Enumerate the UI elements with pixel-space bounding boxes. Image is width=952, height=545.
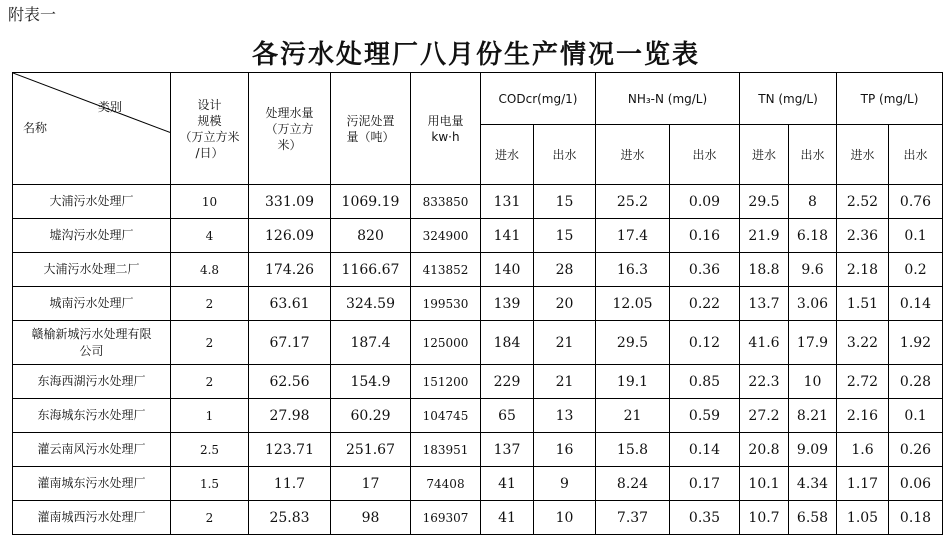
tp-outlet-cell: 0.06 — [889, 467, 943, 501]
treated-water-cell: 331.09 — [249, 185, 331, 219]
tp-outlet-cell: 0.2 — [889, 253, 943, 287]
sludge-cell: 820 — [331, 219, 411, 253]
cod-inlet-cell: 139 — [481, 287, 534, 321]
sludge-cell: 1166.67 — [331, 253, 411, 287]
tp-inlet-cell: 1.51 — [837, 287, 889, 321]
header-tp-inlet: 进水 — [837, 125, 889, 185]
sludge-cell: 17 — [331, 467, 411, 501]
plant-name-line-2: 公司 — [79, 343, 104, 358]
cod-inlet-cell: 184 — [481, 321, 534, 365]
nh3-inlet-cell: 8.24 — [596, 467, 670, 501]
cod-inlet-cell: 140 — [481, 253, 534, 287]
table-row — [13, 253, 943, 287]
treated-water-cell: 67.17 — [249, 321, 331, 365]
treated-water-cell: 174.26 — [249, 253, 331, 287]
nh3-inlet-cell: 15.8 — [596, 433, 670, 467]
treated-water-cell: 62.56 — [249, 365, 331, 399]
header-treated-water: 处理水量 （万立方 米） — [249, 73, 331, 185]
tn-inlet-cell: 10.7 — [740, 501, 789, 535]
design-scale-cell: 2 — [171, 321, 249, 365]
tn-inlet-cell: 41.6 — [740, 321, 789, 365]
tn-outlet-cell: 6.58 — [789, 501, 837, 535]
tn-outlet-cell: 17.9 — [789, 321, 837, 365]
plant-name-line-1: 赣榆新城污水处理有限 — [31, 326, 152, 341]
nh3-inlet-cell: 21 — [596, 399, 670, 433]
tn-outlet-cell: 10 — [789, 365, 837, 399]
design-scale-cell: 1 — [171, 399, 249, 433]
table-row — [13, 467, 943, 501]
treated-water-cell: 126.09 — [249, 219, 331, 253]
tn-outlet-cell: 8.21 — [789, 399, 837, 433]
production-table — [12, 72, 943, 535]
tn-inlet-cell: 21.9 — [740, 219, 789, 253]
design-scale-cell: 4.8 — [171, 253, 249, 287]
sludge-cell: 324.59 — [331, 287, 411, 321]
tn-outlet-cell: 3.06 — [789, 287, 837, 321]
treated-water-cell: 27.98 — [249, 399, 331, 433]
cod-outlet-cell: 10 — [534, 501, 596, 535]
nh3-outlet-cell: 0.14 — [670, 433, 740, 467]
header-power: 用电量 kw·h — [411, 73, 481, 185]
tp-inlet-cell: 2.36 — [837, 219, 889, 253]
tp-inlet-cell: 1.17 — [837, 467, 889, 501]
header-design-scale: 设计 规模 （万立方米 /日） — [171, 73, 249, 185]
tn-inlet-cell: 13.7 — [740, 287, 789, 321]
tn-inlet-cell: 29.5 — [740, 185, 789, 219]
nh3-outlet-cell: 0.17 — [670, 467, 740, 501]
tp-outlet-cell: 0.14 — [889, 287, 943, 321]
plant-name: 东海城东污水处理厂 — [13, 399, 171, 433]
nh3-outlet-cell: 0.85 — [670, 365, 740, 399]
cod-inlet-cell: 65 — [481, 399, 534, 433]
tp-inlet-cell: 2.16 — [837, 399, 889, 433]
table-row — [13, 321, 943, 365]
tp-inlet-cell: 2.52 — [837, 185, 889, 219]
sludge-cell: 187.4 — [331, 321, 411, 365]
header-nh3-outlet: 出水 — [670, 125, 740, 185]
header-tp: TP (mg/L) — [837, 73, 943, 125]
table-row — [13, 219, 943, 253]
nh3-outlet-cell: 0.35 — [670, 501, 740, 535]
sludge-cell: 60.29 — [331, 399, 411, 433]
cod-outlet-cell: 16 — [534, 433, 596, 467]
header-cod: CODcr(mg/1) — [481, 73, 596, 125]
tp-outlet-cell: 0.18 — [889, 501, 943, 535]
header-cod-outlet: 出水 — [534, 125, 596, 185]
plant-name: 大浦污水处理厂 — [13, 185, 171, 219]
header-nh3-inlet: 进水 — [596, 125, 670, 185]
nh3-outlet-cell: 0.22 — [670, 287, 740, 321]
cod-inlet-cell: 141 — [481, 219, 534, 253]
header-tp-outlet: 出水 — [889, 125, 943, 185]
nh3-inlet-cell: 16.3 — [596, 253, 670, 287]
header-nh3: NH₃-N (mg/L) — [596, 73, 740, 125]
nh3-inlet-cell: 25.2 — [596, 185, 670, 219]
diagonal-header-cell — [13, 73, 171, 185]
design-scale-cell: 4 — [171, 219, 249, 253]
tn-outlet-cell: 6.18 — [789, 219, 837, 253]
header-tn: TN (mg/L) — [740, 73, 837, 125]
tp-inlet-cell: 2.18 — [837, 253, 889, 287]
tn-outlet-cell: 8 — [789, 185, 837, 219]
attachment-label: 附表一 — [8, 5, 57, 24]
plant-name: 大浦污水处理二厂 — [13, 253, 171, 287]
tp-inlet-cell: 1.05 — [837, 501, 889, 535]
page-title: 各污水处理厂八月份生产情况一览表 — [251, 40, 700, 70]
cod-outlet-cell: 28 — [534, 253, 596, 287]
plant-name: 灌南城东污水处理厂 — [13, 467, 171, 501]
power-cell: 324900 — [411, 219, 481, 253]
sludge-cell: 154.9 — [331, 365, 411, 399]
tn-inlet-cell: 27.2 — [740, 399, 789, 433]
nh3-inlet-cell: 12.05 — [596, 287, 670, 321]
nh3-outlet-cell: 0.12 — [670, 321, 740, 365]
tn-outlet-cell: 4.34 — [789, 467, 837, 501]
cod-outlet-cell: 15 — [534, 219, 596, 253]
design-scale-cell: 2 — [171, 501, 249, 535]
power-cell: 104745 — [411, 399, 481, 433]
plant-name — [13, 321, 171, 365]
cod-inlet-cell: 229 — [481, 365, 534, 399]
tn-inlet-cell: 18.8 — [740, 253, 789, 287]
cod-outlet-cell: 21 — [534, 321, 596, 365]
tp-outlet-cell: 0.28 — [889, 365, 943, 399]
table-row — [13, 433, 943, 467]
tp-outlet-cell: 0.26 — [889, 433, 943, 467]
tn-inlet-cell: 10.1 — [740, 467, 789, 501]
table-row — [13, 501, 943, 535]
header-category: 类别 — [97, 100, 122, 114]
treated-water-cell: 63.61 — [249, 287, 331, 321]
power-cell: 151200 — [411, 365, 481, 399]
power-cell: 169307 — [411, 501, 481, 535]
plant-name: 墟沟污水处理厂 — [13, 219, 171, 253]
cod-outlet-cell: 20 — [534, 287, 596, 321]
table-row — [13, 287, 943, 321]
cod-inlet-cell: 137 — [481, 433, 534, 467]
tp-outlet-cell: 0.1 — [889, 219, 943, 253]
cod-outlet-cell: 21 — [534, 365, 596, 399]
power-cell: 199530 — [411, 287, 481, 321]
table-row — [13, 365, 943, 399]
power-cell: 74408 — [411, 467, 481, 501]
sludge-cell: 1069.19 — [331, 185, 411, 219]
plant-name: 城南污水处理厂 — [13, 287, 171, 321]
design-scale-cell: 10 — [171, 185, 249, 219]
header-cod-inlet: 进水 — [481, 125, 534, 185]
power-cell: 413852 — [411, 253, 481, 287]
power-cell: 833850 — [411, 185, 481, 219]
tp-outlet-cell: 1.92 — [889, 321, 943, 365]
header-name: 名称 — [23, 121, 48, 135]
treated-water-cell: 25.83 — [249, 501, 331, 535]
header-tn-outlet: 出水 — [789, 125, 837, 185]
header-row-1 — [13, 73, 943, 125]
header-tn-inlet: 进水 — [740, 125, 789, 185]
plant-name: 东海西湖污水处理厂 — [13, 365, 171, 399]
tn-inlet-cell: 22.3 — [740, 365, 789, 399]
cod-outlet-cell: 9 — [534, 467, 596, 501]
nh3-outlet-cell: 0.09 — [670, 185, 740, 219]
tp-inlet-cell: 2.72 — [837, 365, 889, 399]
nh3-outlet-cell: 0.59 — [670, 399, 740, 433]
power-cell: 125000 — [411, 321, 481, 365]
tp-outlet-cell: 0.1 — [889, 399, 943, 433]
nh3-inlet-cell: 7.37 — [596, 501, 670, 535]
table-row — [13, 399, 943, 433]
power-cell: 183951 — [411, 433, 481, 467]
treated-water-cell: 123.71 — [249, 433, 331, 467]
nh3-inlet-cell: 29.5 — [596, 321, 670, 365]
design-scale-cell: 2 — [171, 365, 249, 399]
design-scale-cell: 2 — [171, 287, 249, 321]
nh3-inlet-cell: 19.1 — [596, 365, 670, 399]
cod-inlet-cell: 41 — [481, 467, 534, 501]
cod-inlet-cell: 41 — [481, 501, 534, 535]
plant-name: 灌云南风污水处理厂 — [13, 433, 171, 467]
tp-outlet-cell: 0.76 — [889, 185, 943, 219]
treated-water-cell: 11.7 — [249, 467, 331, 501]
tp-inlet-cell: 3.22 — [837, 321, 889, 365]
sludge-cell: 251.67 — [331, 433, 411, 467]
cod-inlet-cell: 131 — [481, 185, 534, 219]
sludge-cell: 98 — [331, 501, 411, 535]
cod-outlet-cell: 15 — [534, 185, 596, 219]
nh3-inlet-cell: 17.4 — [596, 219, 670, 253]
header-sludge: 污泥处置 量（吨） — [331, 73, 411, 185]
plant-name: 灌南城西污水处理厂 — [13, 501, 171, 535]
design-scale-cell: 1.5 — [171, 467, 249, 501]
tn-outlet-cell: 9.6 — [789, 253, 837, 287]
nh3-outlet-cell: 0.16 — [670, 219, 740, 253]
tn-inlet-cell: 20.8 — [740, 433, 789, 467]
design-scale-cell: 2.5 — [171, 433, 249, 467]
tn-outlet-cell: 9.09 — [789, 433, 837, 467]
nh3-outlet-cell: 0.36 — [670, 253, 740, 287]
table-row — [13, 185, 943, 219]
cod-outlet-cell: 13 — [534, 399, 596, 433]
tp-inlet-cell: 1.6 — [837, 433, 889, 467]
